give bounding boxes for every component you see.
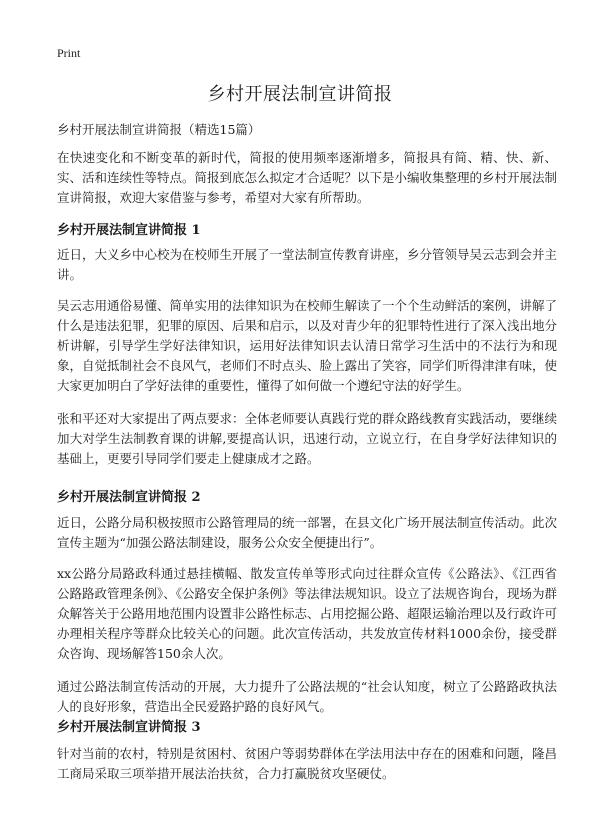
intro-paragraph: 在快速变化和不断变革的新时代，简报的使用频率逐渐增多，简报具有简、精、快、新、实、活和连续性等特点。简报到底怎么拟定才合适呢？以下是小编收集整理的乡村开展法制宣讲简报，欢迎大家借鉴与参考，希望对大家有所帮助。 [57, 150, 558, 205]
section-2-paragraph-3: 通过公路法制宣传活动的开展，大力提升了公路法规的“社会认知度，树立了公路路政执法人的良好形象，营造出全民爱路护路的良好风气。 [57, 679, 557, 714]
document-subtitle: 乡村开展法制宣讲简报（精选15篇） [57, 122, 261, 137]
document-title: 乡村开展法制宣讲简报 [207, 84, 393, 105]
section-heading-3: 乡村开展法制宣讲简报 3 [57, 720, 201, 735]
section-3-paragraph-1: 针对当前的农村，特别是贫困村、贫困户等弱势群体在学法用法中存在的困难和问题，隆昌工商局采取三项举措开展法治扶贫，合力打赢脱贫攻坚硬仗。 [57, 746, 558, 781]
print-link[interactable]: Print [57, 46, 81, 60]
section-1-paragraph-2: 吴云志用通俗易懂、简单实用的法律知识为在校师生解读了一个个生动鲜活的案例，讲解了什么是违法犯罪，犯罪的原因、后果和启示，以及对青少年的犯罪特性进行了深入浅出地分析讲解，引导学生学好法律知识，运用好法律知识去认清日常学习生活中的不法行为和现象，自觉抵制社会不良风气，老师们不时点头、脸上露出了笑容，同学们听得津津有味，使大家更加明白了学好法律的重要性，懂得了如何做一个遵纪守法的好学生。 [57, 298, 558, 393]
section-heading-2: 乡村开展法制宣讲简报 2 [57, 490, 201, 505]
section-1-paragraph-1: 近日，大义乡中心校为在校师生开展了一堂法制宣传教育讲座，乡分管领导吴云志到会并主讲。 [57, 247, 558, 282]
section-2-paragraph-1: 近日，公路分局积极按照市公路管理局的统一部署，在县文化广场开展法制宣传活动。此次宣传主题为“加强公路法制建设，服务公众安全便捷出行”。 [57, 515, 558, 550]
section-1-paragraph-3: 张和平还对大家提出了两点要求：全体老师要认真践行党的群众路线教育实践活动，要继续加大对学生法制教育课的讲解,要提高认识，迅速行动，立说立行，在自身学好法律知识的基础上，更要引导同学们要走上健康成才之路。 [57, 411, 558, 466]
section-heading-1: 乡村开展法制宣讲简报 1 [57, 223, 201, 238]
section-2-paragraph-2: xx公路分局路政科通过悬挂横幅、散发宣传单等形式向过往群众宣传《公路法》、《江西省公路路政管理条例》、《公路安全保护条例》等法律法规知识。设立了法规咨询台，现场为群众解答关于公路用地范围内设置非公路性标志、占用挖掘公路、超限运输治理以及行政许可办理相关程序等群众比较关心的问题。此次宣传活动，共发放宣传材料1000余份，接受群众咨询、现场解答150余人次。 [57, 566, 558, 661]
